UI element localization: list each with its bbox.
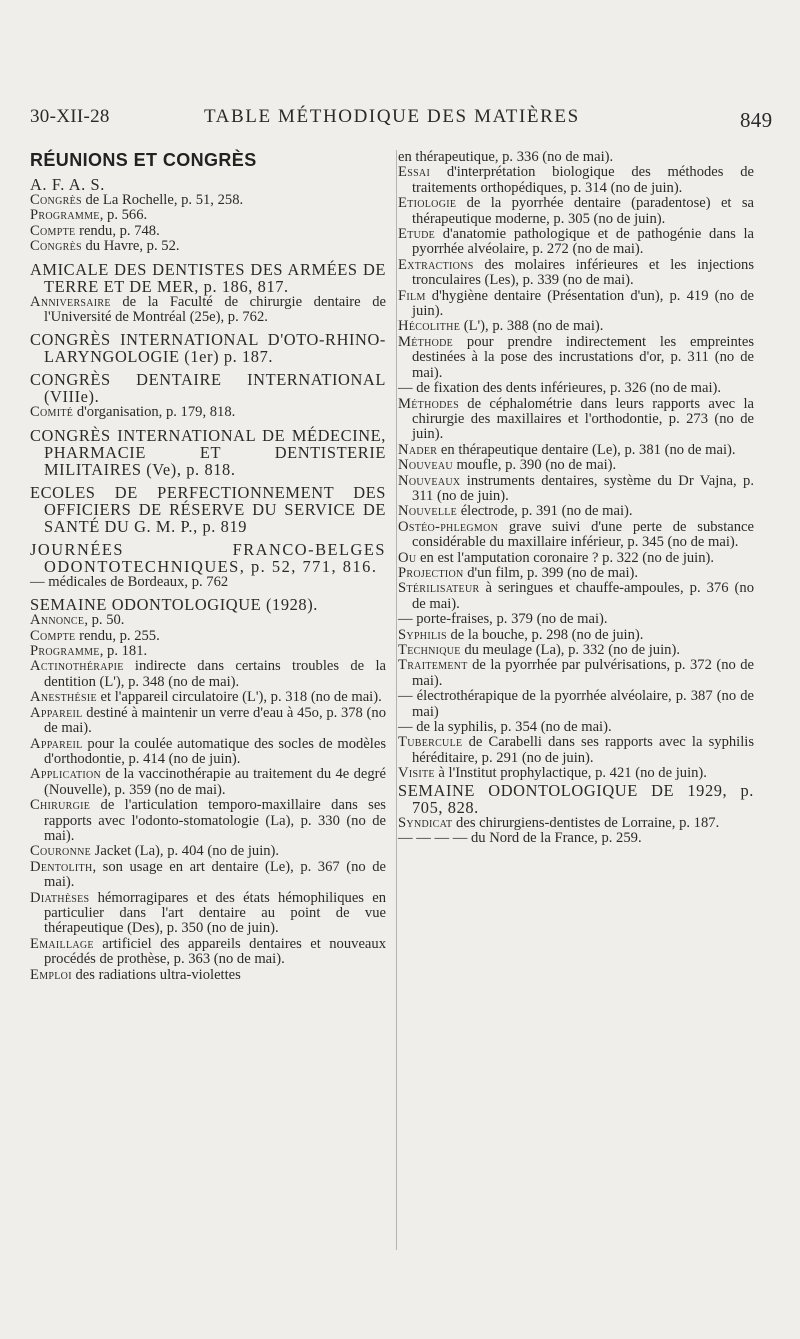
entry-term: Etiologie <box>398 195 457 212</box>
entry-term: Compte <box>30 222 76 239</box>
entry-text: artificiel des appareils dentaires et nouveaux procédés de prothèse, p. 363 (no de mai). <box>44 935 386 968</box>
entry-text: de La Rochelle, p. 51, 258. <box>81 192 244 208</box>
entry-term: Visite <box>398 765 435 782</box>
entry-text: du Havre, p. 52. <box>81 238 180 255</box>
entry-term: Congrès <box>30 238 82 255</box>
index-entry <box>398 551 754 566</box>
entry-text: de la Faculté de chirurgie dentaire de l'Université de Montréal (25e), p. 762. <box>44 293 386 326</box>
entry-term: Hécolithe <box>398 318 461 335</box>
entry-text: des molaires inférieures et les injections tronculaires (Les), p. 339 (no de mai). <box>412 256 754 289</box>
index-entry <box>398 520 754 551</box>
entry-text: à seringues et chauffe-ampoules, p. 376 (no de mai). <box>412 580 754 612</box>
entry-text: , p. 181. <box>99 643 148 660</box>
entry-term: Comité <box>30 404 74 421</box>
index-entry <box>398 150 754 165</box>
entry-term: Extractions <box>398 256 474 273</box>
index-entry <box>30 767 386 798</box>
entry-term: Compte <box>30 627 76 644</box>
index-entry <box>398 258 754 289</box>
index-entry <box>398 816 754 831</box>
entry-term: Chirurgie <box>30 797 91 814</box>
left-column <box>30 150 386 983</box>
index-heading: A. F. A. S. <box>30 175 105 194</box>
entry-text: , p. 566. <box>99 207 148 224</box>
page-number: 849 <box>740 108 773 132</box>
entry-text: d'anatomie pathologique et de pathogénie dans la pyorrhée alvéolaire, p. 272 (no de mai). <box>412 226 754 258</box>
entry-term: Appareil <box>30 735 83 752</box>
entry-term: Ou <box>398 549 417 566</box>
index-entry <box>398 227 754 258</box>
index-entry <box>30 659 386 690</box>
index-entry <box>398 474 754 505</box>
entry-text: en thérapeutique dentaire (Le), p. 381 (no de mai). <box>437 441 736 458</box>
entry-text: — médicales de Bordeaux, p. 762 <box>30 573 229 590</box>
entry-text: — porte-fraises, p. 379 (no de mai). <box>398 611 608 628</box>
index-entry <box>30 844 386 859</box>
entry-term: Technique <box>398 642 461 658</box>
entry-term: Anesthésie <box>30 689 97 706</box>
right-column <box>398 150 754 846</box>
entry-text: du meulage (La), p. 332 (no de juin). <box>460 642 680 658</box>
index-entry <box>398 689 754 720</box>
index-entry <box>30 706 386 737</box>
entry-text: — électrothérapique de la pyorrhée alvéolaire, p. 387 (no de mai) <box>398 688 754 720</box>
entry-term: Ostéo-phlegmon <box>398 518 499 535</box>
entry-text: — de la syphilis, p. 354 (no de mai). <box>398 719 612 736</box>
index-entry <box>398 735 754 766</box>
index-heading: SEMAINE ODONTOLOGIQUE (1928). <box>30 595 318 615</box>
entry-text: rendu, p. 748. <box>75 222 160 239</box>
entry-term: Couronne <box>30 843 92 860</box>
index-entry <box>398 566 754 581</box>
entry-text: moufle, p. 390 (no de mai). <box>452 457 617 474</box>
entry-text: de Carabelli dans ses rapports avec la syphilis héréditaire, p. 291 (no de juin). <box>412 734 754 766</box>
index-entry <box>398 504 754 519</box>
index-entry <box>30 690 386 705</box>
index-entry <box>398 458 754 473</box>
index-entry <box>30 644 386 659</box>
entry-term: Stérilisateur <box>398 580 480 597</box>
index-entry <box>30 629 386 644</box>
entry-text: grave suivi d'une perte de substance considérable du maxillaire inférieur, p. 345 (no de mai). <box>412 518 754 551</box>
entry-term: Congrès <box>30 192 82 208</box>
entry-text: Jacket (La), p. 404 (no de juin). <box>91 843 280 860</box>
entry-text: (L'), p. 388 (no de mai). <box>460 318 604 335</box>
entry-term: Projection <box>398 564 464 581</box>
entry-text: de la pyorrhée dentaire (paradentose) et sa thérapeutique moderne, p. 305 (no de juin). <box>412 195 754 227</box>
running-header <box>0 106 800 136</box>
column-divider <box>396 150 397 1250</box>
entry-term: Application <box>30 766 102 783</box>
index-entry <box>30 798 386 844</box>
entry-term: Emaillage <box>30 935 94 952</box>
index-heading: JOURNÉES FRANCO-BELGES ODONTOTECHNIQUES, p. 52, 771, 816. <box>30 539 386 576</box>
entry-term: Tubercule <box>398 734 463 751</box>
entry-term: Traitement <box>398 657 468 674</box>
entry-text: , son usage en art dentaire (Le), p. 367 (no de mai). <box>44 858 386 891</box>
entry-term: Etude <box>398 226 436 243</box>
index-entry <box>30 968 386 983</box>
entry-text: hémorragipares et des états hémophiliques en particulier dans l'art dentaire au point de vue thérapeutique (Des), p. 350 (no de juin). <box>44 889 386 937</box>
entry-text: , p. 50. <box>84 612 125 629</box>
entry-text: de la vaccinothérapie au traitement du 4e degré (Nouvelle), p. 359 (no de mai). <box>44 766 386 798</box>
entry-text: d'interprétation biologique des méthodes de traitements orthopédiques, p. 314 (no de juin). <box>412 164 754 196</box>
entry-text: pour la coulée automatique des socles de modèles d'orthodontie, p. 414 (no de juin). <box>44 735 386 767</box>
entry-term: Actinothérapie <box>30 658 124 675</box>
index-entry <box>398 319 754 334</box>
index-entry <box>30 208 386 223</box>
entry-text: d'organisation, p. 179, 818. <box>73 404 236 421</box>
index-entry <box>398 381 754 396</box>
entry-text: — — — — du Nord de la France, p. 259. <box>398 830 642 847</box>
index-entry <box>30 860 386 891</box>
entry-term: Nouveaux <box>398 472 461 489</box>
index-entry <box>30 737 386 768</box>
entry-term: Programme <box>30 643 100 660</box>
entry-text: électrode, p. 391 (no de mai). <box>457 503 633 520</box>
header-title: TABLE MÉTHODIQUE DES MATIÈRES <box>204 106 580 127</box>
index-heading: CONGRÈS DENTAIRE INTERNATIONAL (VIIIe). <box>30 370 386 407</box>
index-entry <box>398 335 754 381</box>
entry-text: de la bouche, p. 298 (no de juin). <box>446 626 644 643</box>
index-entry <box>30 937 386 968</box>
entry-term: Anniversaire <box>30 293 111 310</box>
entry-text: de l'articulation temporo-maxillaire dans ses rapports avec l'odonto-stomatologie (La), p. 330 (no de mai). <box>44 797 386 844</box>
entry-text: et l'appareil circulatoire (L'), p. 318 (no de mai). <box>96 689 382 706</box>
entry-term: Film <box>398 287 426 304</box>
index-entry <box>398 443 754 458</box>
index-entry <box>30 575 386 590</box>
index-entry <box>30 193 386 208</box>
entry-text: instruments dentaires, système du Dr Vajna, p. 311 (no de juin). <box>412 472 754 504</box>
entry-text: — de fixation des dents inférieures, p. 326 (no de mai). <box>398 380 722 397</box>
entry-text: d'un film, p. 399 (no de mai). <box>463 564 639 581</box>
entry-term: Programme <box>30 207 100 224</box>
index-entry <box>398 720 754 735</box>
index-entry <box>398 766 754 781</box>
entry-text: d'hygiène dentaire (Présentation d'un), p. 419 (no de juin). <box>412 287 754 320</box>
entry-text: pour prendre indirectement les empreintes destinées à la pose des incrustations d'or, p. 311 (no de mai). <box>412 333 754 381</box>
entry-term: Méthodes <box>398 395 459 412</box>
entry-text: à l'Institut prophylactique, p. 421 (no de juin). <box>434 765 707 782</box>
entry-term: Appareil <box>30 704 83 721</box>
index-heading: SEMAINE ODONTOLOGIQUE DE 1929, p. 705, 828. <box>398 780 754 817</box>
index-entry <box>398 643 754 658</box>
entry-term: Syndicat <box>398 814 453 831</box>
entry-text: de la pyorrhée par pulvérisations, p. 372 (no de mai). <box>412 657 754 689</box>
index-entry <box>398 289 754 320</box>
entry-text: des radiations ultra-violettes <box>71 966 241 983</box>
index-heading: CONGRÈS INTERNATIONAL DE MÉDECINE, PHARMACIE ET DENTISTERIE MILITAIRES (Ve), p. 818. <box>30 425 386 479</box>
index-entry <box>398 581 754 612</box>
entry-term: Méthode <box>398 333 454 350</box>
entry-text: rendu, p. 255. <box>75 627 160 644</box>
index-entry <box>30 613 386 628</box>
index-entry <box>398 165 754 196</box>
index-entry <box>30 891 386 937</box>
index-heading: AMICALE DES DENTISTES DES ARMÉES DE TERRE ET DE MER, p. 186, 817. <box>30 259 386 296</box>
header-date: 30-XII-28 <box>30 106 110 127</box>
entry-text: de céphalométrie dans leurs rapports avec la chirurgie des maxillaires et l'orthodontie, p. 273 (no de juin). <box>412 395 754 443</box>
index-entry <box>30 239 386 254</box>
index-heading: ECOLES DE PERFECTIONNEMENT DES OFFICIERS DE RÉSERVE DU SERVICE DE SANTÉ DU G. M. P., p. 819 <box>30 482 386 536</box>
entry-term: Emploi <box>30 966 72 983</box>
entry-text: indirecte dans certains troubles de la dentition (L'), p. 348 (no de mai). <box>44 658 386 690</box>
index-entry <box>398 612 754 627</box>
entry-term: Essai <box>398 164 431 181</box>
index-entry <box>398 831 754 846</box>
entry-term: Nader <box>398 441 438 458</box>
entry-term: Dentolith <box>30 858 93 875</box>
entry-text: destiné à maintenir un verre d'eau à 45o, p. 378 (no de mai). <box>44 704 386 737</box>
entry-text: des chirurgiens-dentistes de Lorraine, p. 187. <box>452 814 720 831</box>
entry-term: Nouveau <box>398 457 453 474</box>
index-entry <box>398 628 754 643</box>
index-entry <box>30 224 386 239</box>
index-entry <box>398 397 754 443</box>
entry-term: Annonce <box>30 612 85 629</box>
index-entry <box>30 405 386 420</box>
entry-text: en thérapeutique, p. 336 (no de mai). <box>398 149 614 165</box>
entry-term: Nouvelle <box>398 503 458 520</box>
entry-term: Syphilis <box>398 626 447 643</box>
section-title: RÉUNIONS ET CONGRÈS <box>30 150 257 170</box>
index-entry <box>30 295 386 326</box>
index-entry <box>398 658 754 689</box>
entry-term: Diathèses <box>30 889 90 906</box>
entry-text: en est l'amputation coronaire ? p. 322 (no de juin). <box>416 549 715 566</box>
index-heading: CONGRÈS INTERNATIONAL D'OTO-RHINO-LARYNGOLOGIE (1er) p. 187. <box>30 330 386 367</box>
index-entry <box>398 196 754 227</box>
